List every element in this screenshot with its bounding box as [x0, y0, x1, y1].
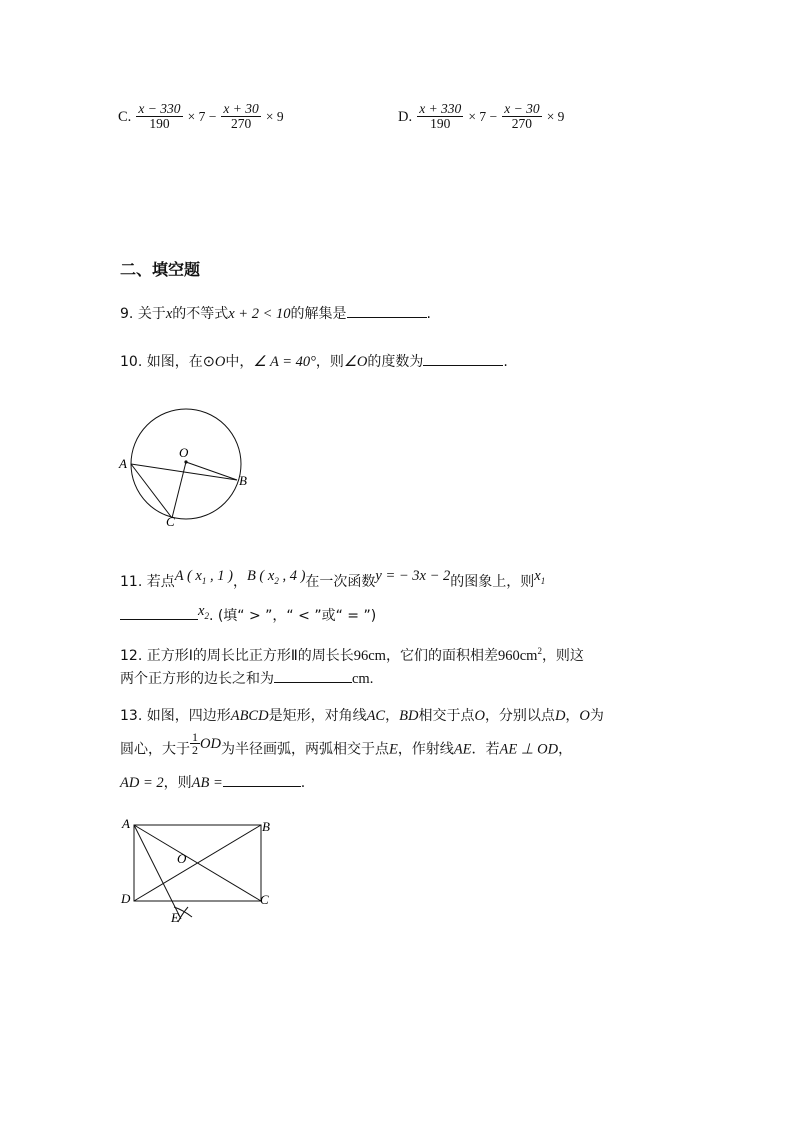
option-d: D. $\frac{x + 330}{190}$ × 7 − $\frac{x - 30}{270}$ × 9: [398, 101, 565, 131]
label-a: A: [122, 816, 130, 831]
question-12-line1: 12. 正方形Ⅰ的周长比正方形Ⅱ的周长长96cm，它们的面积相差$960cm^2$，则这: [120, 646, 584, 664]
answer-blank-13[interactable]: [223, 785, 301, 787]
label-d: D: [121, 891, 131, 906]
question-11-line2: $x_2$. (填“ > ”，“ < ”或“ = ”): [120, 605, 376, 626]
question-10: 10. 如图，在⊙O中，∠ A = 40°，则∠O的度数为 .: [120, 354, 508, 370]
label-o: O: [177, 851, 187, 866]
rectangle-figure: [110, 810, 280, 930]
circle-figure: [110, 395, 270, 535]
segment-ac: [131, 464, 172, 518]
question-13-line1: 13. 如图，四边形ABCD是矩形，对角线AC，BD相交于点O，分别以点D，O为: [120, 708, 604, 724]
label-b: B: [262, 819, 270, 834]
label-e: E: [171, 910, 179, 925]
option-d-frac1: $\frac{x + 330}{190}$: [419, 101, 462, 131]
answer-blank-9[interactable]: [347, 316, 427, 318]
option-c-frac1: $\frac{x - 330}{190}$: [138, 101, 181, 131]
option-c-letter: C.: [118, 109, 132, 125]
half-fraction: $\frac{1}{2}$: [192, 730, 198, 757]
option-c: C. $\frac{x - 330}{190}$ × 7 − $\frac{x + 30}{270}$ × 9: [118, 101, 284, 131]
question-9: 9. 关于x的不等式x + 2 < 10的解集是 .: [120, 306, 431, 322]
option-d-frac2: $\frac{x - 30}{270}$: [504, 101, 540, 131]
label-b: B: [239, 473, 247, 488]
label-a: A: [119, 456, 127, 471]
label-c: C: [166, 514, 175, 529]
answer-blank-12[interactable]: [274, 681, 352, 683]
answer-blank-10[interactable]: [423, 364, 503, 366]
center-point: [184, 460, 187, 463]
option-d-letter: D.: [398, 109, 413, 125]
circle-symbol: ⊙: [202, 354, 215, 370]
option-c-frac2: $\frac{x + 30}{270}$: [223, 101, 259, 131]
section-title: 二、填空题: [120, 260, 201, 279]
question-12-line2: 两个正方形的边长之和为 cm.: [120, 671, 374, 687]
question-13-line2: 圆心，大于 $\frac{1}{2}$ OD为半径画弧，两弧相交于点E，作射线AE．若AE ⊥ OD，: [120, 730, 573, 758]
segment-ob: [186, 462, 237, 480]
label-o: O: [179, 445, 189, 460]
answer-blank-11[interactable]: [120, 618, 198, 620]
label-c: C: [260, 892, 269, 907]
question-11-line1: 11. 若点A ( $x_1$ , 1 )，B ( $x_2$ , 4 )在一次函数y = − 3x − 2的图象上，则$x_1$: [120, 568, 546, 590]
question-13-line3: AD = 2，则AB = .: [120, 775, 306, 791]
